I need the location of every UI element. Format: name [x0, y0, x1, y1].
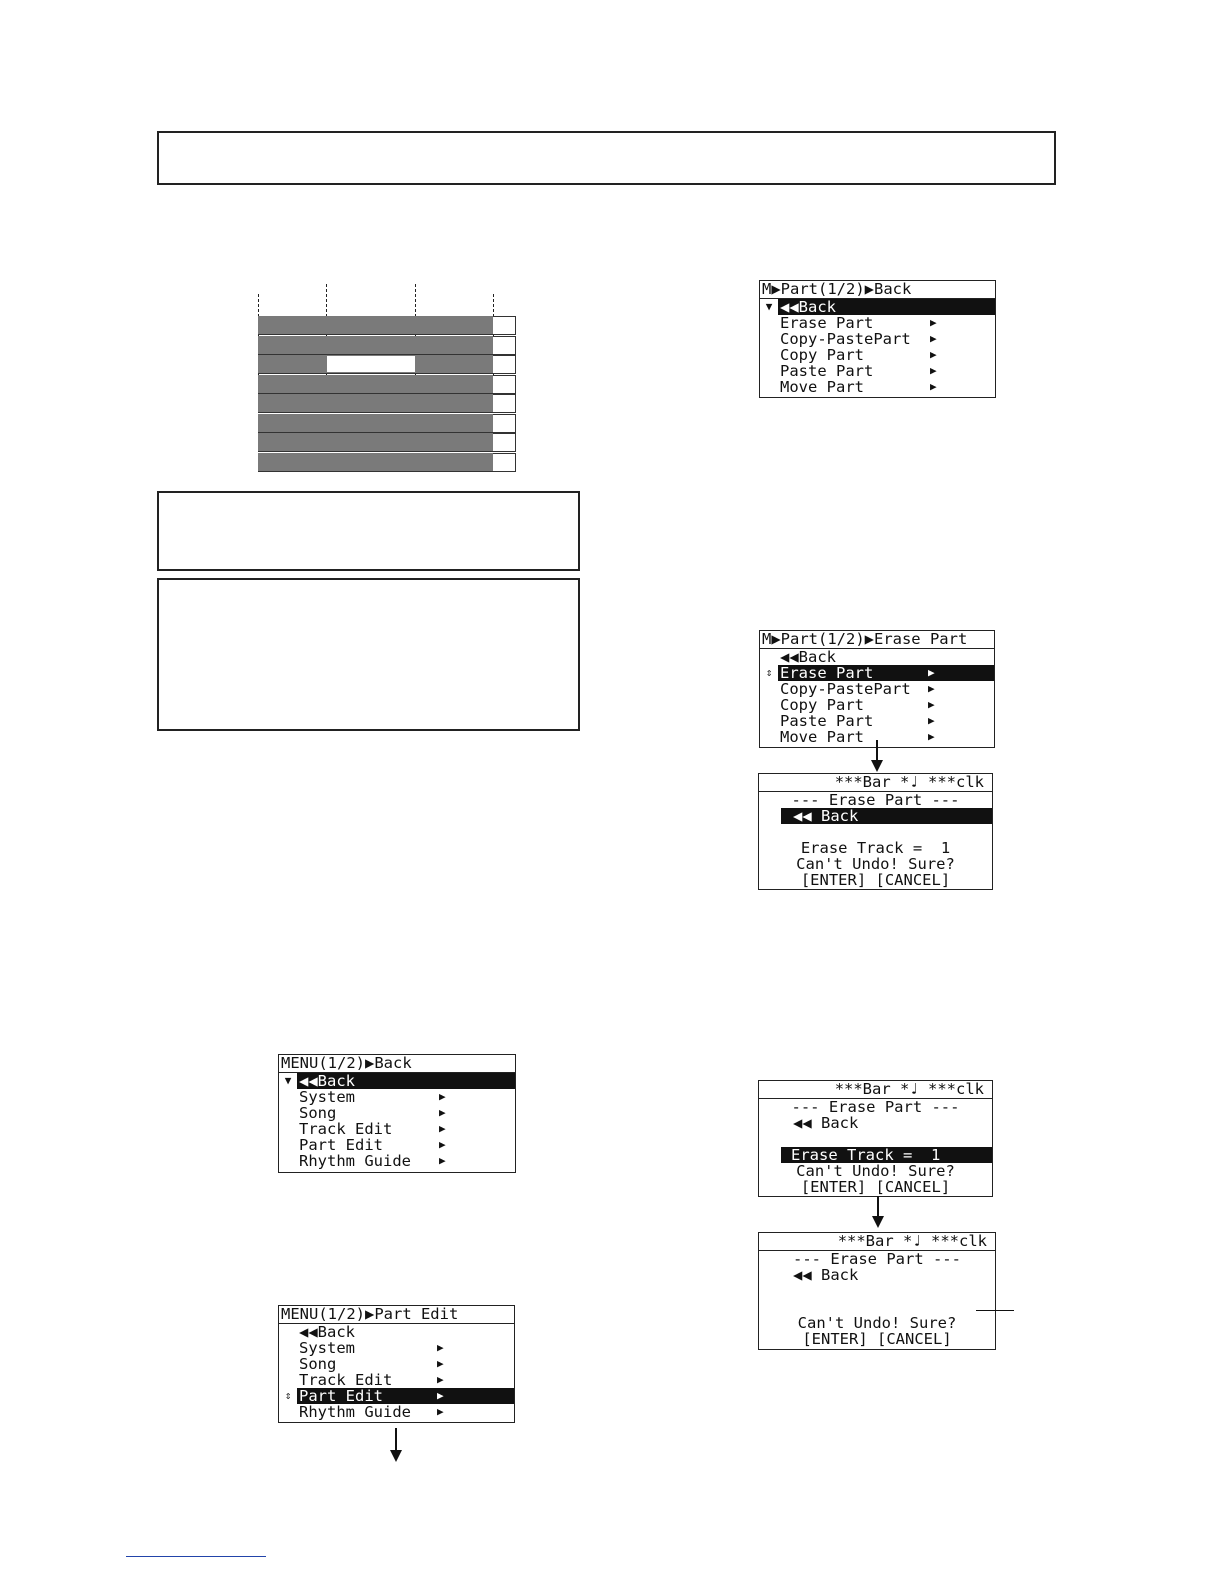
menu-item[interactable] — [760, 681, 994, 697]
warning-line: Can't Undo! Sure? — [796, 1163, 955, 1179]
menu-item[interactable] — [279, 1105, 515, 1121]
submenu-arrow-icon: ▶ — [437, 1341, 444, 1354]
submenu-arrow-icon: ▶ — [437, 1389, 444, 1402]
menu-item-label: ◀◀Back — [778, 299, 995, 315]
menu-item[interactable] — [279, 1404, 514, 1420]
menu-item-label: Erase Part — [780, 315, 874, 331]
menu-item-label: Song — [299, 1356, 337, 1372]
menu-item[interactable] — [760, 713, 994, 729]
track-recorded-region — [258, 394, 493, 413]
menu-item[interactable] — [760, 347, 995, 363]
flow-arrow-head — [872, 1216, 884, 1228]
menu-item-label: ◀◀Back — [780, 649, 836, 665]
menu-item[interactable] — [760, 665, 994, 681]
flow-arrow — [876, 740, 878, 760]
submenu-arrow-icon: ▶ — [930, 332, 937, 345]
erase-title: --- Erase Part --- — [791, 792, 960, 808]
cursor-marker-icon: ⇕ — [765, 666, 773, 679]
lcd-header: M▶Part(1/2)▶Erase Part — [760, 631, 994, 649]
submenu-arrow-icon: ▶ — [928, 682, 935, 695]
submenu-arrow-icon: ▶ — [437, 1373, 444, 1386]
menu-item-label: ◀◀Back — [297, 1073, 515, 1089]
menu-item-label: Copy Part — [780, 697, 864, 713]
submenu-arrow-icon: ▶ — [928, 698, 935, 711]
lcd-erase-confirm-track — [758, 1080, 993, 1197]
menu-item[interactable] — [279, 1388, 514, 1404]
memo-frame — [157, 578, 580, 731]
track-empty-region — [493, 453, 516, 472]
lcd-header: MENU(1/2)▶Back — [279, 1055, 515, 1073]
track-diagram — [258, 316, 516, 472]
lcd-erase-confirm-back — [758, 773, 993, 890]
submenu-arrow-icon: ▶ — [928, 714, 935, 727]
menu-item[interactable] — [760, 331, 995, 347]
submenu-arrow-icon: ▶ — [439, 1138, 446, 1151]
menu-item-label: Move Part — [780, 379, 864, 395]
submenu-arrow-icon: ▶ — [930, 348, 937, 361]
cursor-marker-icon: ▼ — [765, 300, 773, 313]
track-empty-region — [493, 433, 516, 452]
menu-item[interactable] — [279, 1089, 515, 1105]
menu-item[interactable] — [279, 1153, 515, 1169]
track-empty-region — [493, 336, 516, 355]
lcd-header: ***Bar *♩ ***clk — [759, 774, 992, 792]
menu-item[interactable] — [760, 299, 995, 315]
lcd-erase-confirm-value — [758, 1232, 996, 1350]
lcd-header: ***Bar *♩ ***clk — [759, 1233, 995, 1251]
submenu-arrow-icon: ▶ — [930, 380, 937, 393]
menu-item[interactable] — [760, 363, 995, 379]
back-option: ◀◀ Back — [793, 1115, 859, 1131]
erase-track-selected: Erase Track = 1 — [781, 1147, 992, 1163]
lcd-header: M▶Part(1/2)▶Back — [760, 281, 995, 299]
buttons-line: [ENTER] [CANCEL] — [802, 1331, 952, 1347]
warning-line: Can't Undo! Sure? — [796, 856, 955, 872]
lcd-part-erase — [759, 630, 995, 748]
menu-item-label: Track Edit — [299, 1372, 393, 1388]
menu-item-label: Rhythm Guide — [299, 1404, 411, 1420]
menu-item[interactable] — [760, 649, 994, 665]
menu-item-label: Part Edit — [299, 1137, 383, 1153]
submenu-arrow-icon: ▶ — [437, 1357, 444, 1370]
lcd-header: ***Bar *♩ ***clk — [759, 1081, 992, 1099]
track-recorded-region — [258, 453, 493, 472]
menu-item-label: ◀◀Back — [299, 1324, 355, 1340]
menu-item-label: Paste Part — [780, 713, 874, 729]
lcd-menu-back — [278, 1054, 516, 1173]
back-option-selected: ◀◀ Back — [781, 808, 992, 824]
track-empty-region — [493, 316, 516, 335]
track-recorded-region — [258, 433, 493, 452]
submenu-arrow-icon: ▶ — [928, 666, 935, 679]
menu-item[interactable] — [760, 315, 995, 331]
erase-title: --- Erase Part --- — [793, 1251, 961, 1267]
track-lane — [258, 433, 516, 452]
menu-item[interactable] — [279, 1356, 514, 1372]
track-lane — [258, 336, 516, 355]
menu-item[interactable] — [760, 697, 994, 713]
submenu-arrow-icon: ▶ — [439, 1154, 446, 1167]
track-empty-region — [493, 394, 516, 413]
menu-item-label: Erase Part — [778, 665, 994, 681]
menu-item-label: Copy-PastePart — [780, 681, 911, 697]
menu-item-label: System — [299, 1340, 355, 1356]
back-option: ◀◀ Back — [793, 1267, 859, 1283]
flow-arrow — [395, 1428, 397, 1450]
track-lane — [258, 375, 516, 394]
buttons-line: [ENTER] [CANCEL] — [800, 872, 951, 888]
erased-region — [327, 356, 415, 372]
buttons-line: [ENTER] [CANCEL] — [800, 1179, 951, 1195]
erase-title: --- Erase Part --- — [791, 1099, 960, 1115]
submenu-arrow-icon: ▶ — [930, 316, 937, 329]
track-recorded-region — [258, 336, 493, 355]
submenu-arrow-icon: ▶ — [439, 1122, 446, 1135]
submenu-arrow-icon: ▶ — [928, 730, 935, 743]
menu-item[interactable] — [279, 1121, 515, 1137]
submenu-arrow-icon: ▶ — [437, 1405, 444, 1418]
callout-line — [976, 1310, 1014, 1311]
track-lane — [258, 316, 516, 335]
track-recorded-region — [258, 375, 493, 394]
menu-item-label: Move Part — [780, 729, 864, 745]
submenu-arrow-icon: ▶ — [439, 1106, 446, 1119]
menu-item-label: Track Edit — [299, 1121, 393, 1137]
note-frame — [157, 491, 580, 571]
track-lane — [258, 414, 516, 433]
submenu-arrow-icon: ▶ — [930, 364, 937, 377]
cursor-marker-icon: ⇕ — [284, 1389, 292, 1402]
menu-item-label: Copy Part — [780, 347, 864, 363]
menu-item-label: Song — [299, 1105, 337, 1121]
track-empty-region — [493, 375, 516, 394]
track-recorded-region — [258, 316, 493, 335]
submenu-arrow-icon: ▶ — [439, 1090, 446, 1103]
track-lane — [258, 355, 516, 374]
track-lane — [258, 394, 516, 413]
flow-arrow — [877, 1196, 879, 1216]
lcd-part-back — [759, 280, 996, 398]
heading-frame — [157, 131, 1056, 185]
menu-item-label: Copy-PastePart — [780, 331, 911, 347]
flow-arrow-head — [390, 1450, 402, 1462]
menu-item[interactable] — [279, 1137, 515, 1153]
track-empty-region — [493, 355, 516, 374]
menu-item-label: Rhythm Guide — [299, 1153, 411, 1169]
menu-item[interactable] — [279, 1324, 514, 1340]
footer-rule — [126, 1556, 266, 1557]
menu-item-label: Part Edit — [297, 1388, 514, 1404]
warning-line: Can't Undo! Sure? — [797, 1315, 957, 1331]
menu-item[interactable] — [279, 1073, 515, 1089]
erase-track-line: Erase Track = 1 — [800, 840, 951, 856]
flow-arrow-head — [871, 760, 883, 772]
lcd-menu-part-edit — [278, 1305, 515, 1423]
menu-item[interactable] — [279, 1372, 514, 1388]
track-empty-region — [493, 414, 516, 433]
lcd-header: MENU(1/2)▶Part Edit — [279, 1306, 514, 1324]
menu-item-label: Paste Part — [780, 363, 874, 379]
cursor-marker-icon: ▼ — [284, 1074, 292, 1087]
menu-item[interactable] — [760, 379, 995, 395]
menu-item[interactable] — [279, 1340, 514, 1356]
track-recorded-region — [258, 414, 493, 433]
track-lane — [258, 453, 516, 472]
menu-item-label: System — [299, 1089, 355, 1105]
